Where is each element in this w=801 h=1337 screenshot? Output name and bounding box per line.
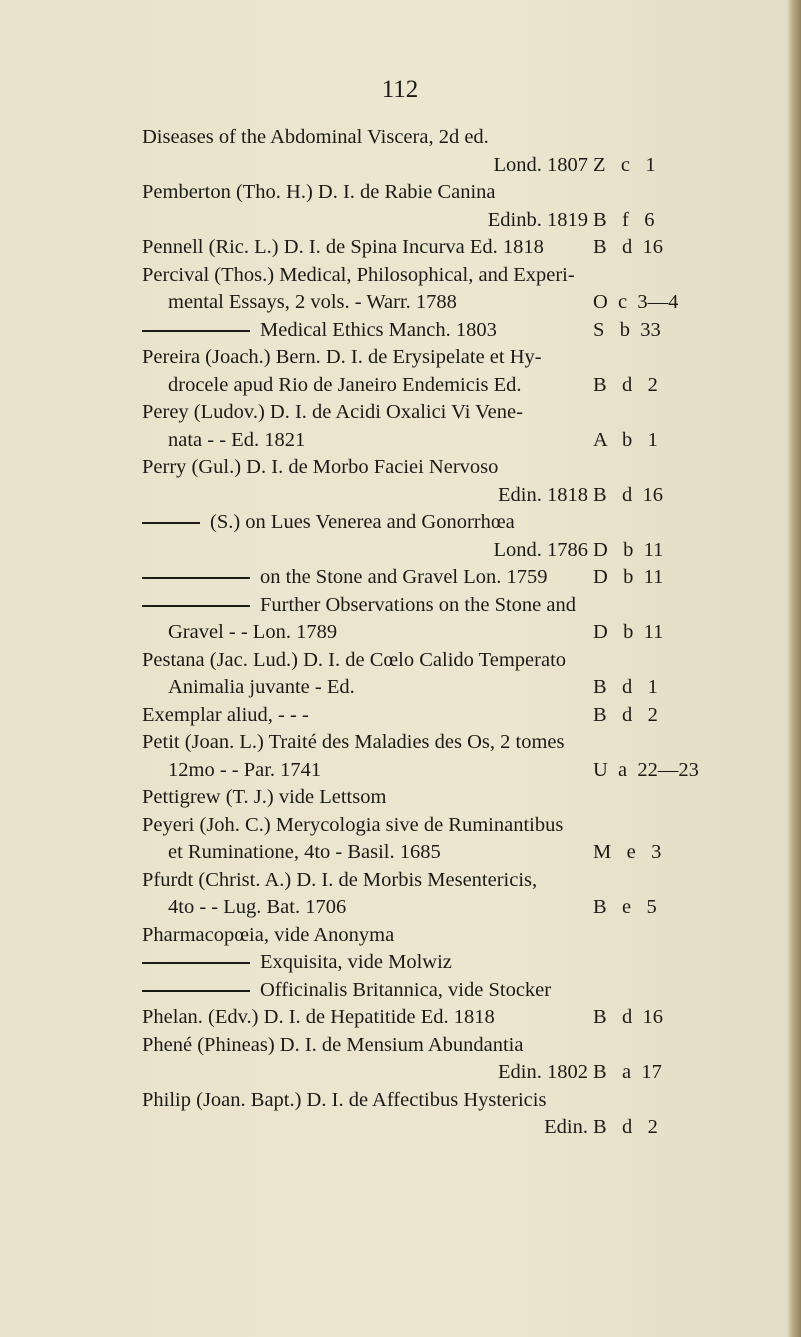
entry-line: [0, 124, 801, 152]
entry-line: [0, 482, 801, 510]
entry-line: [0, 702, 801, 730]
shelf-mark: D b 11: [593, 566, 664, 588]
entry-line: [0, 564, 801, 592]
ditto-rule: [142, 962, 250, 964]
entry-line: [0, 674, 801, 702]
entry-line: [0, 454, 801, 482]
entry-line: [0, 922, 801, 950]
shelf-mark: B d 2: [593, 373, 658, 396]
entry-text: Pereira (Joach.) Bern. D. I. de Erysipelate et Hy-: [142, 346, 542, 368]
shelf-mark: A b 1: [593, 428, 658, 451]
entry-text: Percival (Thos.) Medical, Philosophical, and Experi-: [142, 263, 575, 286]
shelf-mark: D b 11: [593, 621, 664, 643]
entry-line: [0, 1004, 801, 1032]
entry-text: Phené (Phineas) D. I. de Mensium Abundantia: [142, 1033, 524, 1056]
entry-line: [0, 977, 801, 1005]
entry-line: [0, 1059, 801, 1087]
entry-line: [0, 289, 801, 317]
entry-text: drocele apud Rio de Janeiro Endemicis Ed.: [168, 373, 522, 396]
ditto-rule: [142, 990, 250, 992]
entry-text: Petit (Joan. L.) Traité des Maladies des Os, 2 tomes: [142, 731, 565, 753]
entry-text: Pettigrew (T. J.) vide Lettsom: [142, 786, 387, 808]
entry-text: on the Stone and Gravel Lon. 1759: [142, 564, 548, 592]
shelf-mark: D b 11: [593, 538, 664, 561]
entry-text: Gravel - - Lon. 1789: [168, 621, 338, 643]
entry-line: [0, 207, 801, 235]
entry-text: Phelan. (Edv.) D. I. de Hepatitide Ed. 1818: [142, 1006, 495, 1028]
entry-line: [0, 152, 801, 180]
entry-text: Pfurdt (Christ. A.) D. I. de Morbis Mesentericis,: [142, 868, 538, 891]
entry-imprint: Lond. 1807: [493, 153, 588, 176]
entry-text: 12mo - - Par. 1741: [168, 758, 322, 781]
entry-text: Pestana (Jac. Lud.) D. I. de Cœlo Calido Temperato: [142, 648, 567, 671]
page-number: 112: [381, 76, 419, 103]
shelf-mark: B e 5: [593, 896, 657, 918]
shelf-mark: B d 2: [593, 703, 658, 726]
entry-text: Officinalis Britannica, vide Stocker: [142, 977, 551, 1005]
entry-text: Philip (Joan. Bapt.) D. I. de Affectibus Hystericis: [142, 1088, 547, 1111]
entry-line: [0, 234, 801, 262]
entry-line: [0, 812, 801, 840]
entry-text: et Ruminatione, 4to - Basil. 1685: [168, 841, 441, 863]
entry-line: [0, 262, 801, 290]
entry-text: Pemberton (Tho. H.) D. I. de Rabie Canina: [142, 181, 496, 203]
entry-line: [0, 592, 801, 620]
entry-imprint: Lond. 1786: [493, 538, 588, 561]
entry-text: Peyeri (Joh. C.) Merycologia sive de Ruminantibus: [142, 813, 564, 836]
shelf-mark: B d 16: [593, 483, 664, 506]
entry-text: Perey (Ludov.) D. I. de Acidi Oxalici Vi Vene-: [142, 401, 523, 423]
entry-line: [0, 647, 801, 675]
entry-text: (S.) on Lues Venerea and Gonorrhœa: [142, 509, 515, 537]
entry-text: nata - - Ed. 1821: [168, 428, 306, 451]
entry-line: [0, 179, 801, 207]
entry-line: [0, 344, 801, 372]
shelf-mark: B a 17: [593, 1061, 662, 1083]
entry-line: [0, 619, 801, 647]
shelf-mark: M e 3: [593, 841, 662, 863]
entry-imprint: Edin.: [544, 1116, 588, 1138]
entry-line: [0, 1087, 801, 1115]
entry-text: Animalia juvante - Ed.: [168, 676, 355, 698]
shelf-mark: B f 6: [593, 208, 655, 231]
entry-text: 4to - - Lug. Bat. 1706: [168, 896, 347, 918]
entry-text: Exquisita, vide Molwiz: [142, 949, 452, 977]
ditto-rule: [142, 577, 250, 579]
entry-line: [0, 1114, 801, 1142]
entry-line: [0, 729, 801, 757]
entry-text: Further Observations on the Stone and: [142, 592, 576, 620]
shelf-mark: B d 16: [593, 1006, 664, 1028]
shelf-mark: B d 2: [593, 1116, 658, 1138]
entry-line: [0, 372, 801, 400]
entry-imprint: Edin. 1818: [498, 483, 588, 506]
entry-line: [0, 399, 801, 427]
ditto-rule: [142, 522, 200, 524]
ditto-rule: [142, 330, 250, 332]
shelf-mark: B d 1: [593, 676, 658, 698]
entry-line: [0, 317, 801, 345]
shelf-mark: S b 33: [593, 318, 661, 341]
entry-text: Pharmacopœia, vide Anonyma: [142, 923, 395, 946]
entry-text: Perry (Gul.) D. I. de Morbo Faciei Nervoso: [142, 456, 499, 478]
entry-line: [0, 427, 801, 455]
shelf-mark: Z c 1: [593, 153, 656, 176]
shelf-mark: U a 22—23: [593, 758, 699, 781]
entry-text: Diseases of the Abdominal Viscera, 2d ed.: [142, 126, 489, 148]
entry-text: Exemplar aliud, - - -: [142, 703, 309, 726]
entry-line: [0, 757, 801, 785]
entry-line: [0, 839, 801, 867]
entry-line: [0, 1032, 801, 1060]
entry-imprint: Edin. 1802: [498, 1061, 588, 1083]
ditto-rule: [142, 605, 250, 607]
entry-imprint: Edinb. 1819: [487, 208, 588, 231]
entry-text: Pennell (Ric. L.) D. I. de Spina Incurva Ed. 1818: [142, 236, 544, 258]
shelf-mark: O c 3—4: [593, 291, 679, 313]
entry-text: Medical Ethics Manch. 1803: [142, 317, 497, 345]
catalogue-entries: [0, 124, 801, 1142]
entry-line: [0, 509, 801, 537]
shelf-mark: B d 16: [593, 236, 664, 258]
entry-line: [0, 894, 801, 922]
entry-text: mental Essays, 2 vols. - Warr. 1788: [168, 291, 457, 313]
entry-line: [0, 867, 801, 895]
entry-line: [0, 949, 801, 977]
entry-line: [0, 537, 801, 565]
entry-line: [0, 784, 801, 812]
